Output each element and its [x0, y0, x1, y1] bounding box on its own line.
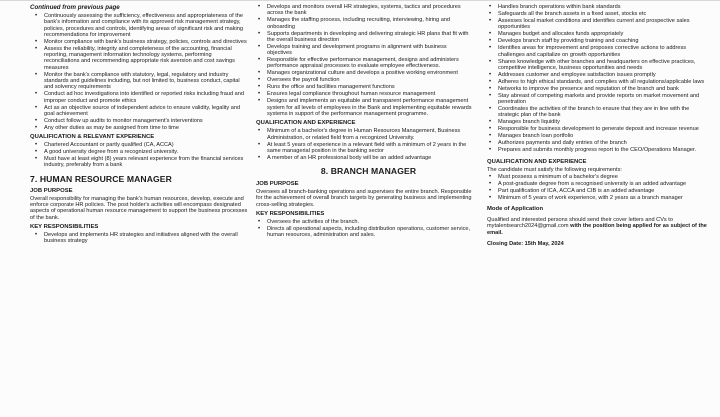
hr-key-responsibilities-heading: KEY RESPONSIBILITIES [30, 223, 99, 230]
bm-key-responsibilities-heading: KEY RESPONSIBILITIES [256, 210, 325, 217]
list-item: • Responsible for business development to generate deposit and increase revenue [487, 126, 709, 132]
hr-manager-title: 7. HUMAN RESOURCE MANAGER [30, 173, 172, 184]
audit-qualification-heading: QUALIFICATION & RELEVANT EXPERIENCE [30, 134, 155, 141]
list-item: • Monitor the bank's compliance with statutory, legal, regulatory and industry standards and guidelines including, but not limited to, business conduct, capital and solvency requirements [30, 72, 248, 91]
list-item: • Manages budget and allocates funds appropriately [487, 31, 709, 37]
application-instructions: Qualified and interested persons should send their cover letters and CVs to mytalentsearch2024@gmail.com [487, 217, 673, 230]
list-item: • A member of an HR professional body will be an added advantage [256, 155, 473, 161]
list-item: • Runs the office and facilities management functions [256, 84, 473, 90]
list-item: • Ensures legal compliance throughout human resource management [256, 91, 473, 97]
list-item: • Conduct follow up audits to monitor management's interventions [30, 118, 248, 124]
list-item: • Manages the staffing process, including recruiting, interviewing, hiring and onboarding [256, 17, 473, 30]
list-item: • Must have at least eight (8) years relevant experience from the financial services industry, preferably from a bank [30, 156, 248, 169]
list-item: • Handles branch operations within bank standards [487, 4, 709, 10]
bm-qualification-list [487, 174, 709, 201]
continued-label: Continued from previous page [30, 4, 120, 11]
list-item: • Responsible for effective performance management, designs and administers performance appraisal processes to evaluate employee effectiveness. [256, 57, 473, 70]
list-item: • Monitor compliance with bank's business strategy, policies, controls and directives [30, 39, 248, 45]
list-item: • Authorizes payments and daily entries of the branch [487, 140, 709, 146]
column-3 [487, 4, 709, 248]
list-item: • Supports departments in developing and delivering strategic HR plans that fit with the overall business direction [256, 31, 473, 44]
bm-job-purpose-text: Oversees all branch-banking operations and supervises the entire branch. Responsible for the achievement of overall branch targets by generating business and implementing cross-selling strategies. [256, 189, 472, 208]
list-item: • Part qualification of ICA, ACCA and CIB is an added advantage [487, 188, 709, 194]
list-item: • Develops and implements HR strategies and initiatives aligned with the overall business strategy [30, 232, 248, 245]
closing-date: Closing Date: 15th May, 2024 [487, 240, 564, 247]
list-item: • Manages branch liquidity [487, 119, 709, 125]
mode-of-application-text [487, 217, 709, 236]
list-item: • Directs all operational aspects, including distribution operations, customer service, human resources, administration and sales. [256, 226, 473, 239]
list-item: • Must possess a minimum of a bachelor's degree [487, 174, 709, 180]
hr-key-responsibilities-list [30, 232, 248, 245]
branch-manager-title: 8. BRANCH MANAGER [320, 166, 417, 177]
list-item: • Prepares and submits monthly progress report to the CEO/Operations Manager. [487, 147, 709, 153]
list-item: • Any other duties as may be assigned from time to time [30, 125, 248, 131]
list-item: • Manages organizational culture and develops a positive working environment [256, 70, 473, 76]
list-item: • Assesses local market conditions and identifies current and prospective sales opportunities [487, 18, 709, 31]
bm-key-responsibilities-list [256, 219, 473, 239]
list-item: • Minimum of 5 years of work experience, with 2 years as a branch manager [487, 195, 709, 201]
column-2 [256, 4, 473, 239]
hr-job-purpose-text: Overall responsibility for managing the bank's human resources, develop, execute and enforce corporate HR policies. The post holder's activities will encompass designated aspects of operational human resource management to support the business processes of the bank. [30, 195, 248, 221]
list-item: • Shares knowledge with other branches and headquarters on effective practices, competitive intelligence, business opportunities and needs [487, 59, 709, 72]
bm-job-purpose-heading: JOB PURPOSE [256, 181, 299, 188]
list-item: • Develops and monitors overall HR strategies, systems, tactics and procedures across the bank [256, 4, 473, 17]
list-item: • Conduct ad hoc investigations into identified or reported risks including fraud and improper conduct and promote ethics [30, 91, 248, 104]
list-item: • Manages branch loan portfolio [487, 133, 709, 139]
list-item: • Chartered Accountant or partly qualified (CA, ACCA) [30, 142, 248, 148]
bm-responsibilities-list [487, 4, 709, 154]
hr-qualification-list [256, 128, 473, 161]
application-subject-note: with the position being applied for as subject of the email. [487, 223, 707, 236]
list-item: • Assess the reliability, integrity and completeness of the accounting, financial reporting, management information technology systems, performing reconciliations and recommending appropriate risk aversion and cost savings measures [30, 46, 248, 71]
list-item: • Designs and implements an equitable and transparent performance management system for all levels of employees in the Bank and implementing equitable rewards systems in support of the performance management programme. [256, 98, 473, 117]
bm-qualification-heading: QUALIFICATION AND EXPERIENCE [487, 158, 587, 165]
column-1 [30, 4, 248, 245]
hr-job-purpose-heading: JOB PURPOSE [30, 187, 73, 194]
list-item: • Oversees the payroll function [256, 77, 473, 83]
list-item: • Act as an objective source of independent advice to ensure validity, legality and goal achievement [30, 105, 248, 118]
list-item: • Stay abreast of competing markets and provide reports on market movement and penetration [487, 93, 709, 106]
bm-qualification-intro: The candidate must satisfy the following requirements: [487, 166, 622, 173]
list-item: • Develops training and development programs in alignment with business objectives [256, 44, 473, 57]
list-item: • Oversees the activities of the branch. [256, 219, 473, 225]
hr-responsibilities-list [256, 4, 473, 117]
top-rule [0, 0, 720, 1]
list-item: • Adheres to high ethical standards, and complies with all regulations/applicable laws [487, 79, 709, 85]
list-item: • Develops branch staff by providing training and coaching [487, 38, 709, 44]
list-item: • A good university degree from a recognized university. [30, 149, 248, 155]
list-item: • Safeguards all the branch assets in a fixed asset, stocks etc [487, 11, 709, 17]
list-item: • Continuously assessing the sufficiency, effectiveness and appropriateness of the bank's information and compliance with its approved risk management strategy, policies, procedures and controls, identifying areas of significant risk and making recommendations for improvement [30, 13, 248, 38]
list-item: • Minimum of a bachelor's degree in Human Resources Management, Business Administration, or related field from a recognized University. [256, 128, 473, 141]
list-item: • Addresses customer and employee satisfaction issues promptly [487, 72, 709, 78]
list-item: • Identifies areas for improvement and proposes corrective actions to address challenges and capitalize on growth opportunities [487, 45, 709, 58]
mode-of-application-heading: Mode of Application [487, 206, 544, 213]
hr-qualification-heading: QUALIFICATION AND EXPERIENCE [256, 120, 356, 127]
list-item: • Networks to improve the presence and reputation of the branch and bank [487, 86, 709, 92]
audit-qualification-list [30, 142, 248, 169]
list-item: • A post-graduate degree from a recognised university is an added advantage [487, 181, 709, 187]
list-item: • Coordinates the activities of the branch to ensure that they are in line with the strategic plan of the bank [487, 106, 709, 119]
audit-responsibilities-list [30, 13, 248, 131]
list-item: • At least 5 years of experience in a relevant field with a minimum of 2 years in the same managerial position in the banking sector [256, 142, 473, 155]
